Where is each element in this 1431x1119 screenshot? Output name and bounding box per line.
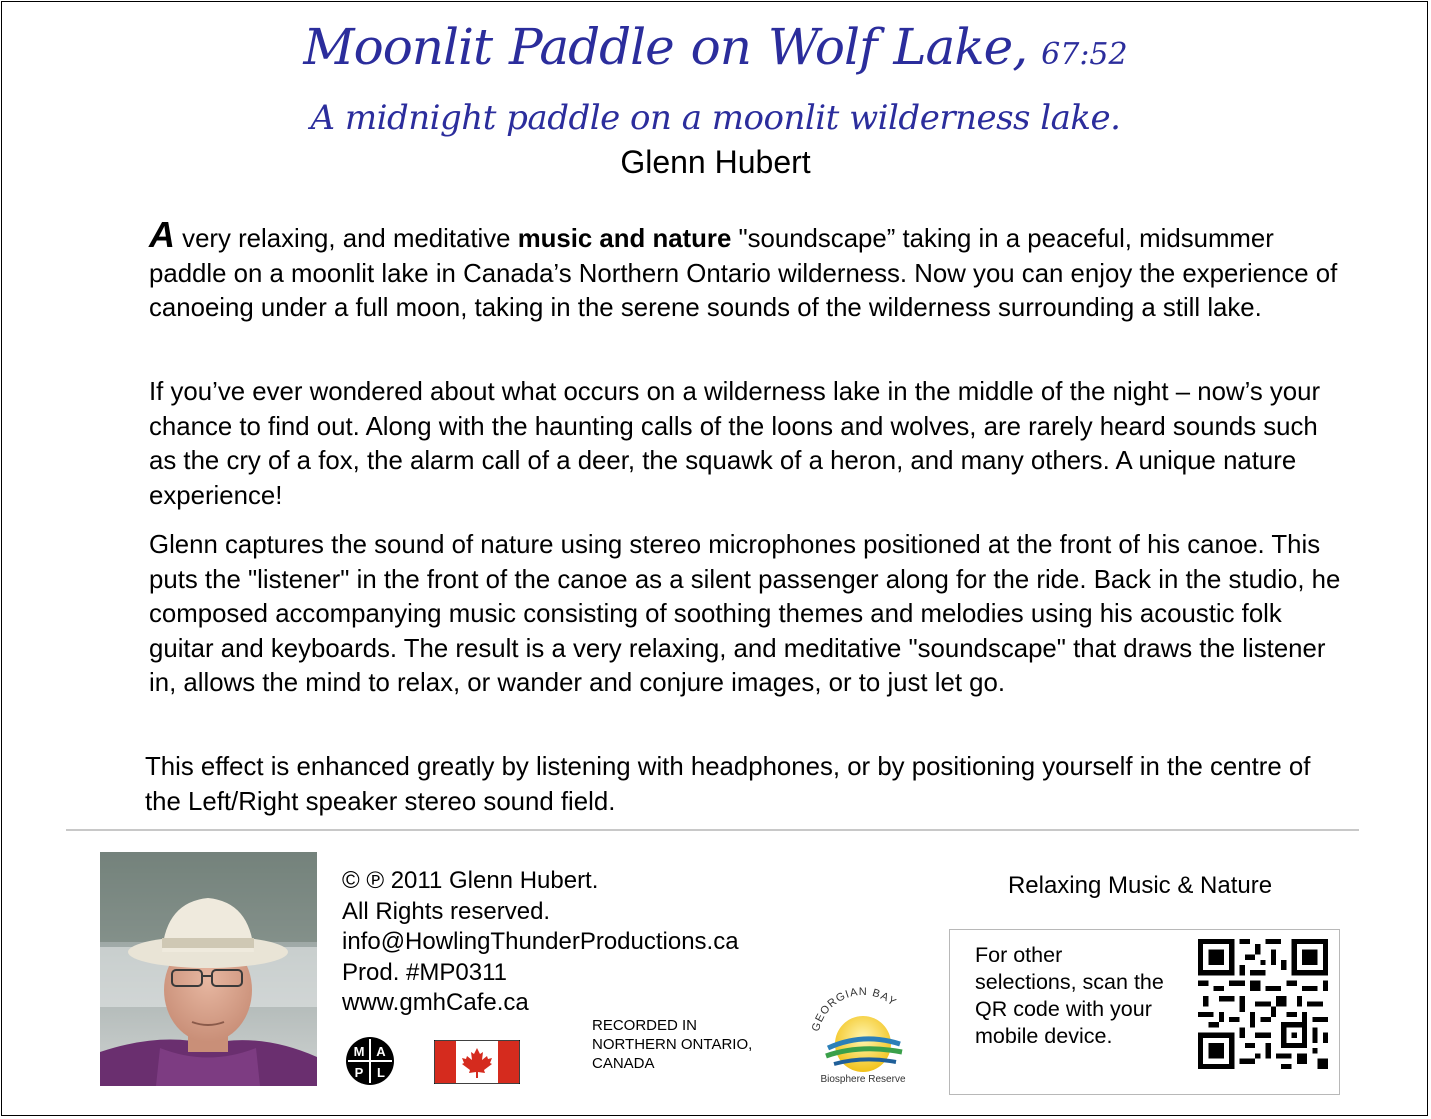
rights-line: All Rights reserved. xyxy=(342,897,551,925)
canada-flag-icon xyxy=(434,1040,520,1084)
description-paragraph-2 xyxy=(85,375,1350,513)
email-link[interactable]: info@HowlingThunderProductions.ca xyxy=(342,928,739,955)
qr-code-icon[interactable] xyxy=(1198,939,1328,1069)
album-duration: 67:52 xyxy=(1041,37,1128,72)
paragraph-text: This effect is enhanced greatly by listening with headphones, or by positioning yourself in the centre of the Left/Right speaker stereo sound field. xyxy=(145,753,1311,816)
qr-text-line: mobile device. xyxy=(975,1024,1113,1048)
drop-cap: A xyxy=(149,214,175,255)
qr-text-line: For other xyxy=(975,943,1063,967)
artist-photo xyxy=(100,852,317,1086)
album-subtitle: A midnight paddle on a moonlit wilderness lake. xyxy=(310,98,1121,138)
mapl-letter: A xyxy=(376,1044,386,1059)
paragraph-text: "soundscape” taking in a peaceful, midsummer paddle on a moonlit lake in Canada’s Northern Ontario wilderness. Now you can enjoy the experience of canoeing under a full moon, taking in the serene sounds of the wilderness surrounding a still lake. xyxy=(149,225,1338,322)
qr-instructions xyxy=(975,942,1164,1050)
recorded-line: RECORDED IN xyxy=(592,1017,698,1034)
album-title: Moonlit Paddle on Wolf Lake, xyxy=(303,18,1028,76)
product-number: Prod. #MP0311 xyxy=(342,958,507,986)
mapl-letter: L xyxy=(377,1065,385,1080)
paragraph-text: If you’ve ever wondered about what occurs on a wilderness lake in the middle of the night – now’s your chance to find out. Along with the haunting calls of the loons and wolves, are rarely heard sounds such as the cry of a fox, the alarm call of a deer, the squawk of a heron, and many others. A unique nature experience! xyxy=(149,378,1321,510)
qr-text-line: QR code with your xyxy=(975,997,1152,1021)
recorded-line: CANADA xyxy=(592,1055,655,1072)
bold-phrase: music and nature xyxy=(517,225,732,253)
description-paragraph-1 xyxy=(85,214,1350,326)
paragraph-text: Glenn captures the sound of nature using stereo microphones positioned at the front of his canoe. This puts the "listener" in the front of the canoe as a silent passenger along for the ride. Back in the studio, he composed accompanying music consisting of soothing themes and melodies using his acoustic folk guitar and keyboards. The result is a very relaxing, and meditative "soundscape" that draws the listener in, allows the mind to relax, or wander and conjure images, or to just let go. xyxy=(149,531,1341,697)
title-line xyxy=(0,18,1431,76)
tagline: Relaxing Music & Nature xyxy=(1007,872,1273,899)
copyright-line: © ℗ 2011 Glenn Hubert. xyxy=(342,867,599,894)
website-link[interactable]: www.gmhCafe.ca xyxy=(342,989,529,1016)
mapl-letter: M xyxy=(353,1044,365,1059)
recorded-location xyxy=(592,1016,752,1073)
qr-text-line: selections, scan the xyxy=(975,970,1164,994)
georgian-bay-biosphere-logo xyxy=(800,982,926,1088)
biosphere-label: Biosphere Reserve xyxy=(820,1074,906,1085)
recorded-line: NORTHERN ONTARIO, xyxy=(592,1036,753,1053)
paragraph-text: very relaxing, and meditative xyxy=(175,225,518,253)
description-paragraph-3 xyxy=(85,528,1350,701)
mapl-letter: P xyxy=(354,1065,364,1080)
mapl-logo xyxy=(345,1036,395,1086)
divider-line xyxy=(66,829,1359,831)
credits-block xyxy=(342,866,739,1019)
description-paragraph-4 xyxy=(85,750,1350,819)
biosphere-arc-text: GEORGIAN BAY xyxy=(809,985,899,1033)
artist-name: Glenn Hubert xyxy=(620,144,811,180)
